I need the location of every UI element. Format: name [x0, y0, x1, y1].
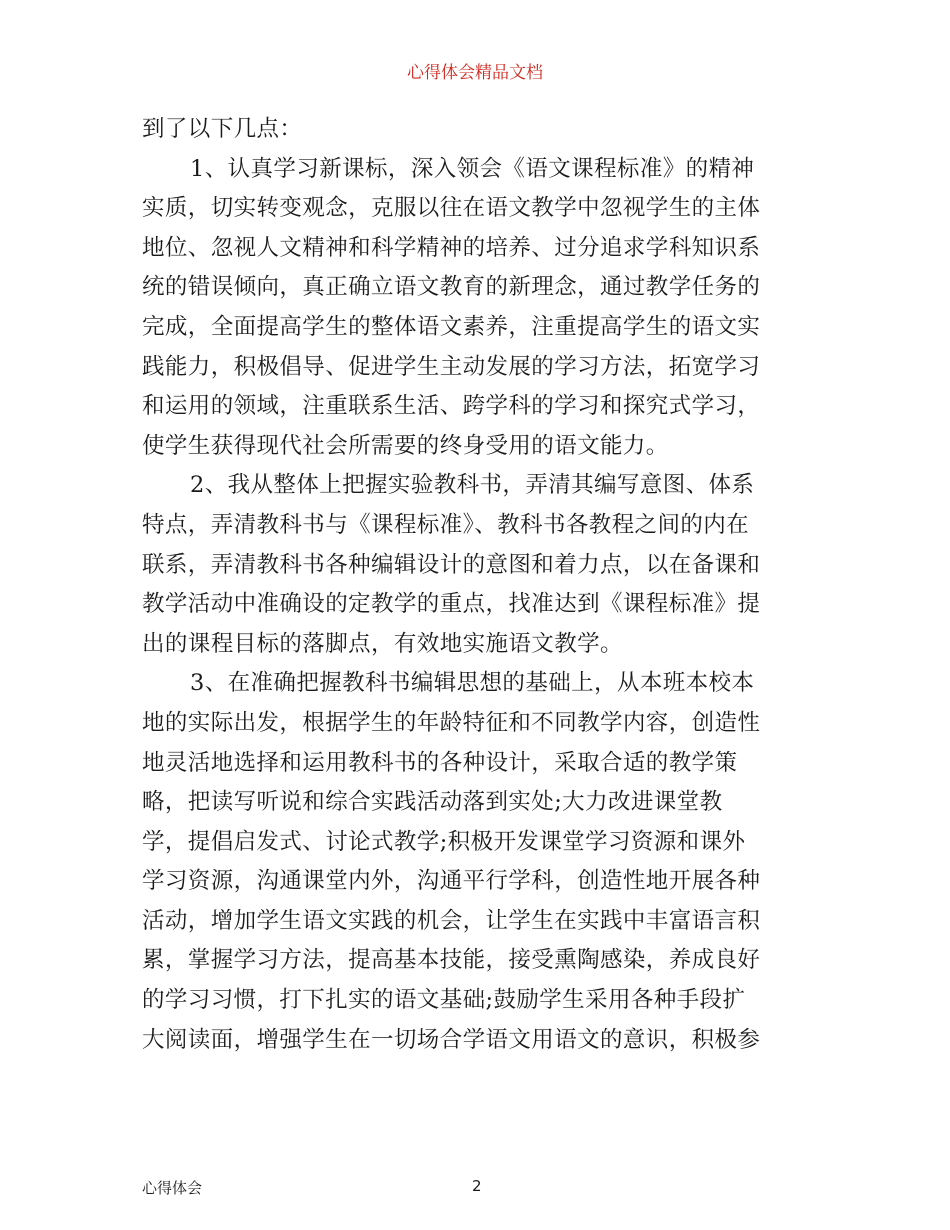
text-line: 特点，弄清教科书与《课程标准》、教科书各教程之间的内在 — [142, 511, 750, 538]
page-header-title: 心得体会精品文档 — [407, 63, 543, 83]
paragraph-3-start: 3、在准确把握教科书编辑思想的基础上，从本班本校本 — [190, 670, 755, 697]
text-line: 地的实际出发，根据学生的年龄特征和不同教学内容，创造性 — [142, 709, 761, 736]
text-line: 践能力，积极倡导、促进学生主动发展的学习方法，拓宽学习 — [142, 353, 761, 380]
text-line: 出的课程目标的落脚点，有效地实施语文教学。 — [142, 630, 623, 657]
text-line: 的学习习惯，打下扎实的语文基础;鼓励学生采用各种手段扩 — [142, 987, 746, 1014]
paragraph-1-start: 1、认真学习新课标，深入领会《语文课程标准》的精神 — [190, 155, 755, 182]
paragraph-2-start: 2、我从整体上把握实验教科书，弄清其编写意图、体系 — [190, 472, 755, 499]
text-line: 地灵活地选择和运用教科书的各种设计，采取合适的教学策 — [142, 749, 738, 776]
page-footer — [142, 1177, 814, 1201]
footer-label: 心得体会 — [142, 1179, 203, 1197]
text-line: 学，提倡启发式、讨论式教学;积极开发课堂学习资源和课外 — [142, 828, 746, 855]
text-line: 到了以下几点： — [142, 116, 303, 142]
text-line: 累，掌握学习方法，提高基本技能，接受熏陶感染，养成良好 — [142, 947, 761, 974]
text-line: 地位、忽视人文精神和科学精神的培养、过分追求学科知识系 — [142, 234, 761, 261]
page-number: 2 — [472, 1177, 482, 1195]
text-line: 和运用的领域，注重联系生活、跨学科的学习和探究式学习， — [142, 393, 761, 420]
text-line: 略，把读写听说和综合实践活动落到实处;大力改进课堂教 — [142, 789, 723, 816]
document-body — [142, 110, 814, 1060]
text-line: 大阅读面，增强学生在一切场合学语文用语文的意识，积极参 — [142, 1026, 761, 1053]
text-line: 联系，弄清教科书各种编辑设计的意图和着力点，以在备课和 — [142, 551, 761, 578]
text-line: 学习资源，沟通课堂内外，沟通平行学科，创造性地开展各种 — [142, 868, 761, 895]
text-line: 完成，全面提高学生的整体语文素养，注重提高学生的语文实 — [142, 313, 761, 340]
text-line: 活动，增加学生语文实践的机会，让学生在实践中丰富语言积 — [142, 907, 761, 934]
text-line: 实质，切实转变观念，克服以往在语文教学中忽视学生的主体 — [142, 195, 761, 222]
text-line: 教学活动中准确设的定教学的重点，找准达到《课程标准》提 — [142, 591, 761, 618]
text-line: 统的错误倾向，真正确立语文教育的新理念，通过教学任务的 — [142, 274, 761, 301]
text-line: 使学生获得现代社会所需要的终身受用的语文能力。 — [142, 432, 669, 459]
